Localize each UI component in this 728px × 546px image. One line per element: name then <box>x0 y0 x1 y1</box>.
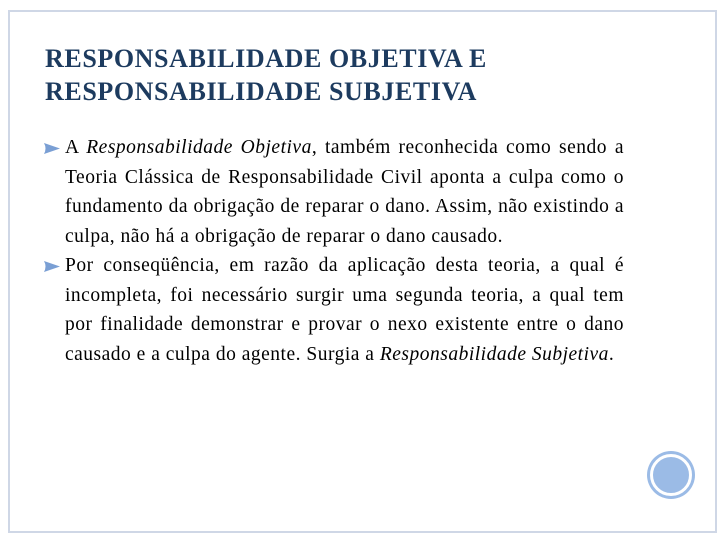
bullet-1-emphasis: Responsabilidade Objetiva <box>86 137 312 158</box>
bullet-2-emphasis: Responsabilidade Subjetiva <box>379 343 609 365</box>
decorative-circle-icon <box>650 454 692 496</box>
bullet-item-2 <box>44 251 624 369</box>
bullet-arrow-icon <box>44 143 60 154</box>
bullet-1-text-start: A <box>65 137 87 158</box>
bullet-arrow-icon <box>44 261 60 272</box>
bullet-item-1 <box>44 133 624 251</box>
bullet-2-text-end: . <box>608 343 615 365</box>
title-line-1: RESPONSABILIDADE OBJETIVA E <box>45 44 487 73</box>
slide-title <box>45 42 685 108</box>
slide-content <box>44 133 624 369</box>
title-line-2: RESPONSABILIDADE SUBJETIVA <box>45 77 477 106</box>
bullet-1-text-end: , também reconhecida como sendo a Teoria Clássica de Responsabilidade Civil aponta a culpa como o fundamento da obrigação de reparar o dano. Assim, não existindo a culpa, não há a obrigação de reparar o dano causado. <box>65 137 624 247</box>
bullet-2-text-start: Por conseqüência, em razão da aplicação desta teoria, a qual é incompleta, foi necessário surgir uma segunda teoria, a qual tem por finalidade demonstrar e provar o nexo existente entre o dano causado e a culpa do agente. Surgia a <box>65 255 624 365</box>
